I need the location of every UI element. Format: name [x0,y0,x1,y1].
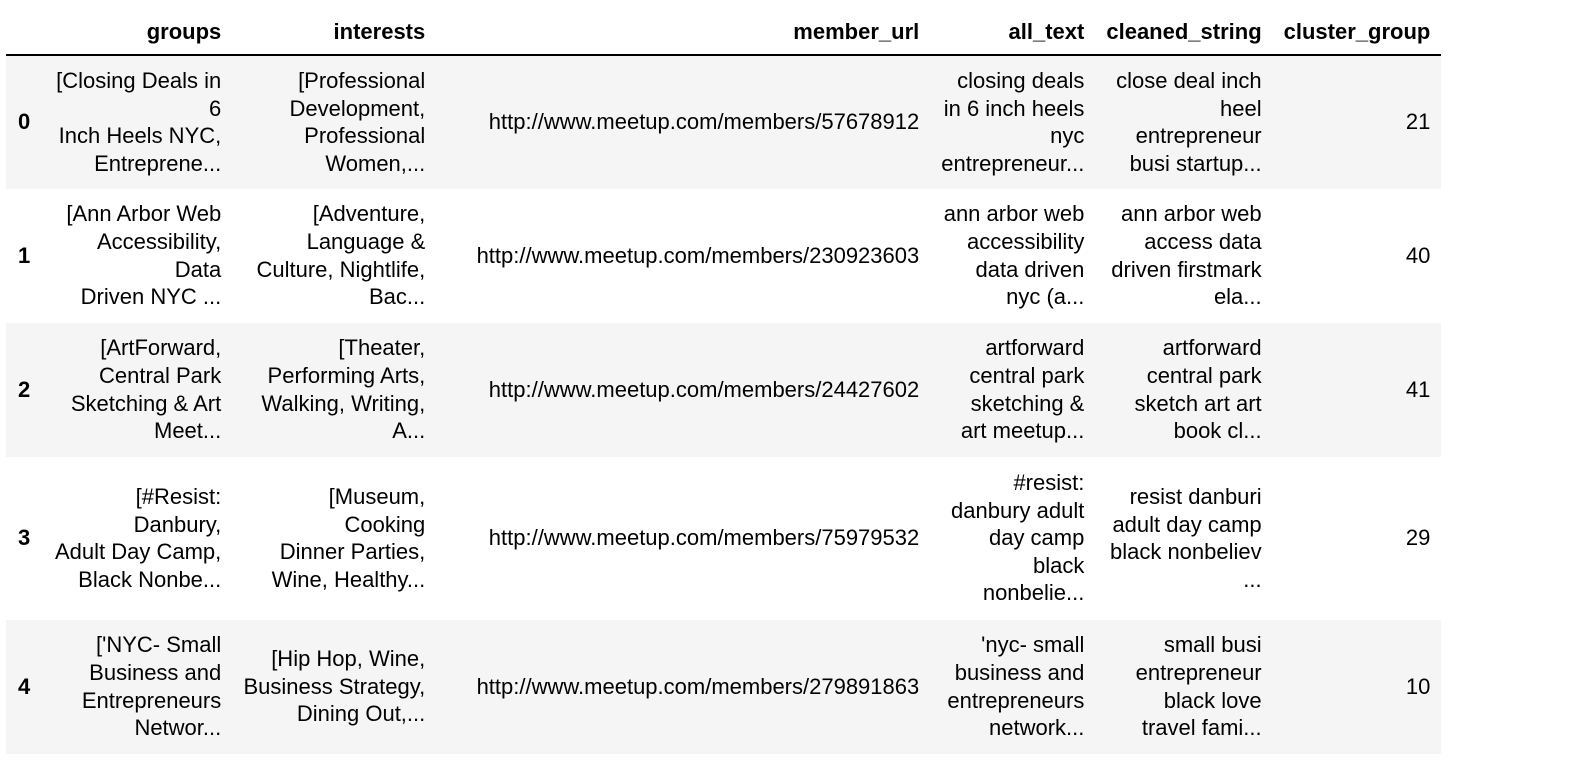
all-text-cell: 'nyc- small business and entrepreneurs network... [947,632,1085,741]
all-text-cell: artforward central park sketching & art meetup... [960,335,1085,444]
cleaned-string-cell: ann arbor web access data driven firstmark ela... [1111,201,1262,310]
member-url-cell: http://www.meetup.com/members/75979532 [488,525,920,551]
column-header-all-text: all_text [930,11,1095,55]
groups-cell: [Closing Deals in 6 Inch Heels NYC, Entreprene... [56,67,222,176]
cluster-group-cell: 21 [1405,109,1431,135]
interests-cell: [Museum, Cooking Dinner Parties, Wine, Healthy... [271,483,426,592]
cleaned-string-cell: artforward central park sketch art art book cl... [1134,335,1262,444]
groups-cell: [#Resist: Danbury, Adult Day Camp, Black Nonbe... [54,483,222,592]
groups-cell: ['NYC- Small Business and Entrepreneurs Networ... [81,632,222,741]
column-header-member-url: member_url [436,11,930,55]
table-row [6,620,1441,754]
row-index: 1 [18,242,31,268]
table-row [6,323,1441,457]
cluster-group-cell: 40 [1405,242,1431,268]
cluster-group-cell: 41 [1405,376,1431,402]
column-header-cleaned-string: cleaned_string [1095,11,1272,55]
row-index: 4 [18,673,31,699]
row-index: 2 [18,376,31,402]
column-header-cluster-group: cluster_group [1273,11,1442,55]
cleaned-string-cell: close deal inch heel entrepreneur busi startup... [1116,67,1262,176]
cluster-group-cell: 29 [1405,525,1431,551]
table-header [6,11,1441,55]
cluster-group-cell: 10 [1405,673,1431,699]
header-row [6,11,1441,55]
row-index: 0 [18,109,31,135]
index-header [6,11,36,55]
all-text-cell: closing deals in 6 inch heels nyc entrepreneur... [941,67,1085,176]
member-url-cell: http://www.meetup.com/members/230923603 [476,242,920,268]
groups-cell: [ArtForward, Central Park Sketching & Art Meet... [70,335,222,444]
member-url-cell: http://www.meetup.com/members/24427602 [488,376,920,402]
cleaned-string-cell: resist danburi adult day camp black nonbeliev ... [1109,483,1262,592]
member-url-cell: http://www.meetup.com/members/279891863 [476,673,920,699]
column-header-groups: groups [36,11,232,55]
cleaned-string-cell: small busi entrepreneur black love travel fami... [1135,632,1262,741]
all-text-cell: ann arbor web accessibility data driven nyc (a... [943,201,1085,310]
table-body [6,55,1441,754]
dataframe-table [6,11,1441,754]
interests-cell: [Hip Hop, Wine, Business Strategy, Dining Out,... [243,646,426,727]
interests-cell: [Adventure, Language & Culture, Nightlife, Bac... [256,201,426,310]
table-row [6,55,1441,189]
table-row [6,457,1441,620]
row-index: 3 [18,525,31,551]
member-url-cell: http://www.meetup.com/members/57678912 [488,109,920,135]
groups-cell: [Ann Arbor Web Accessibility, Data Driven NYC ... [66,201,222,310]
interests-cell: [Theater, Performing Arts, Walking, Writing, A... [261,335,426,444]
table-row [6,189,1441,323]
column-header-interests: interests [232,11,436,55]
interests-cell: [Professional Development, Professional Women,... [289,67,426,176]
all-text-cell: #resist: danbury adult day camp black nonbelie... [951,470,1085,606]
